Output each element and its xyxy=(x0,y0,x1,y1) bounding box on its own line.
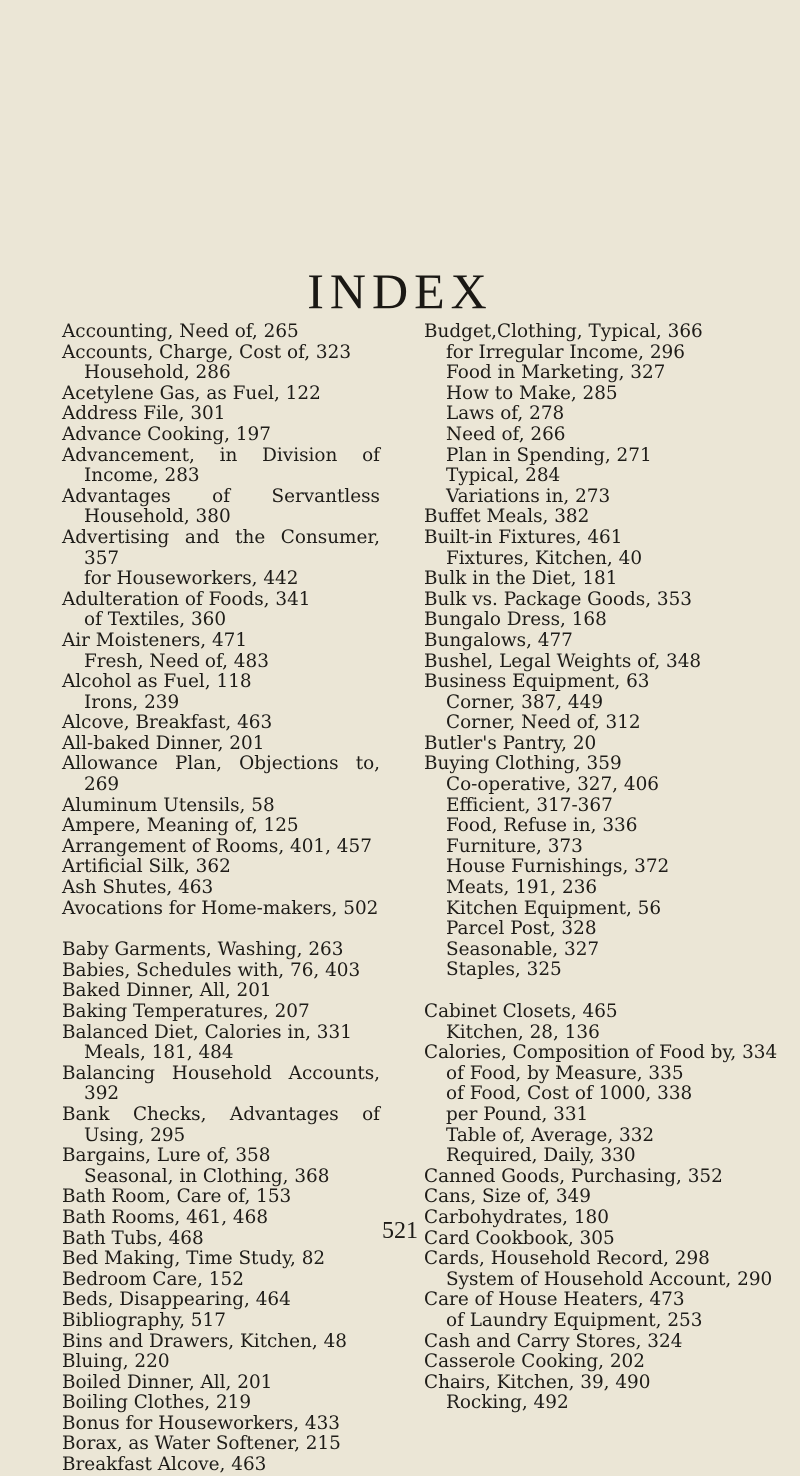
index-entry: Bath Rooms, 461, 468 xyxy=(62,1206,269,1228)
index-entry: Allowance Plan, Objections to, 269 xyxy=(62,753,380,796)
index-subentry: Staples, 325 xyxy=(446,959,562,981)
page-title: INDEX xyxy=(307,263,493,319)
index-entry: Advantages of Servantless Household, 380 xyxy=(62,485,380,528)
index-entry: Breakfast Alcove, 463 xyxy=(62,1454,267,1476)
index-subentry: Parcel Post, 328 xyxy=(446,918,597,940)
index-entry: Advancement, in Division of Income, 283 xyxy=(62,444,380,487)
index-entry: Boiling Clothes, 219 xyxy=(62,1392,252,1414)
index-entry: Boiled Dinner, All, 201 xyxy=(62,1371,273,1393)
index-subentry: Corner, 387, 449 xyxy=(446,691,604,713)
index-entry: Bargains, Lure of, 358 xyxy=(62,1145,271,1167)
index-entry: Baking Temperatures, 207 xyxy=(62,1001,310,1022)
index-entry: Chairs, Kitchen, 39, 490 xyxy=(424,1371,651,1393)
index-entry: Cash and Carry Stores, 324 xyxy=(424,1330,683,1352)
index-entry: Built-in Fixtures, 461 xyxy=(424,526,623,548)
index-subentry: Food in Marketing, 327 xyxy=(446,362,666,384)
index-entry: Bungalows, 477 xyxy=(424,629,573,651)
index-entry: Canned Goods, Purchasing, 352 xyxy=(424,1165,723,1187)
index-entry: Balancing Household Accounts, 392 xyxy=(62,1062,380,1105)
index-entry: Ampere, Meaning of, 125 xyxy=(62,815,299,837)
index-entry: Bath Room, Care of, 153 xyxy=(62,1186,292,1208)
index-entry: Calories, Composition of Food by, 334 xyxy=(424,1042,778,1064)
index-entry: Cans, Size of, 349 xyxy=(424,1186,591,1208)
index-subentry: Required, Daily, 330 xyxy=(446,1145,636,1167)
index-column-right xyxy=(424,322,780,1414)
index-entry: Advance Cooking, 197 xyxy=(62,423,271,445)
index-entry: Address File, 301 xyxy=(62,403,226,425)
index-entry: Artificial Silk, 362 xyxy=(62,856,231,878)
index-entry: Alcohol as Fuel, 118 xyxy=(62,671,252,693)
index-subentry: Meats, 191, 236 xyxy=(446,877,598,899)
index-entry: Air Moisteners, 471 xyxy=(62,629,248,651)
index-subentry: House Furnishings, 372 xyxy=(446,856,670,878)
index-subentry: of Food, by Measure, 335 xyxy=(446,1062,684,1084)
section-gap xyxy=(424,981,780,1002)
index-subentry: Typical, 284 xyxy=(446,465,561,487)
index-subentry: Need of, 266 xyxy=(446,423,566,445)
index-entry: Bins and Drawers, Kitchen, 48 xyxy=(62,1330,347,1352)
index-entry: Ash Shutes, 463 xyxy=(62,877,214,899)
index-entry: Butler's Pantry, 20 xyxy=(424,732,597,754)
index-subentry: Fresh, Need of, 483 xyxy=(84,650,269,672)
index-subentry: Variations in, 273 xyxy=(446,485,611,507)
index-subentry: for Irregular Income, 296 xyxy=(446,341,685,363)
index-entry: Accounts, Charge, Cost of, 323 xyxy=(62,341,352,363)
index-entry: Alcove, Breakfast, 463 xyxy=(62,712,273,734)
index-entry: Baked Dinner, All, 201 xyxy=(62,980,272,1002)
index-entry: Business Equipment, 63 xyxy=(424,671,650,693)
index-entry: Cards, Household Record, 298 xyxy=(424,1248,710,1270)
index-subentry: Seasonable, 327 xyxy=(446,938,600,960)
index-subentry: Food, Refuse in, 336 xyxy=(446,815,638,837)
index-subentry: System of Household Account, 290 xyxy=(446,1268,773,1290)
section-gap xyxy=(62,919,380,940)
index-subentry: Plan in Spending, 271 xyxy=(446,444,652,466)
index-subentry: Furniture, 373 xyxy=(446,835,583,857)
index-subentry: Irons, 239 xyxy=(84,691,180,713)
page-number: 521 xyxy=(382,1218,418,1244)
index-entry: Bedroom Care, 152 xyxy=(62,1268,244,1290)
index-subentry: of Laundry Equipment, 253 xyxy=(446,1309,703,1331)
index-subentry: Corner, Need of, 312 xyxy=(446,712,641,734)
index-subentry: Table of, Average, 332 xyxy=(446,1124,655,1146)
index-subentry: How to Make, 285 xyxy=(446,382,618,404)
index-subentry: Efficient, 317-367 xyxy=(446,794,613,816)
index-entry: Bibliography, 517 xyxy=(62,1309,226,1331)
index-subentry: Laws of, 278 xyxy=(446,403,565,425)
index-entry: Bushel, Legal Weights of, 348 xyxy=(424,650,702,672)
index-entry: Casserole Cooking, 202 xyxy=(424,1351,645,1373)
index-subentry: Seasonal, in Clothing, 368 xyxy=(84,1165,330,1187)
index-entry: Avocations for Home-makers, 502 xyxy=(62,897,379,919)
index-entry: Acetylene Gas, as Fuel, 122 xyxy=(62,382,321,404)
index-entry: Accounting, Need of, 265 xyxy=(62,321,299,342)
index-entry: Balanced Diet, Calories in, 331 xyxy=(62,1021,352,1043)
index-entry: Bed Making, Time Study, 82 xyxy=(62,1248,326,1270)
index-subentry: of Textiles, 360 xyxy=(84,609,227,631)
index-entry: Buying Clothing, 359 xyxy=(424,753,622,775)
index-entry: Bath Tubs, 468 xyxy=(62,1227,204,1249)
index-subentry: of Food, Cost of 1000, 338 xyxy=(446,1083,693,1105)
index-entry: Buffet Meals, 382 xyxy=(424,506,590,528)
index-entry: Babies, Schedules with, 76, 403 xyxy=(62,959,361,981)
index-entry: Bonus for Houseworkers, 433 xyxy=(62,1412,341,1434)
index-entry: Bulk in the Diet, 181 xyxy=(424,568,618,590)
index-entry: All-baked Dinner, 201 xyxy=(62,732,265,754)
index-entry: Baby Garments, Washing, 263 xyxy=(62,939,344,961)
index-entry: Budget,Clothing, Typical, 366 xyxy=(424,321,703,342)
index-subentry: Co-operative, 327, 406 xyxy=(446,774,659,796)
index-entry: Care of House Heaters, 473 xyxy=(424,1289,685,1311)
index-subentry: Fixtures, Kitchen, 40 xyxy=(446,547,643,569)
index-entry: Bank Checks, Advantages of Using, 295 xyxy=(62,1103,380,1146)
index-subentry: Rocking, 492 xyxy=(446,1392,569,1414)
index-entry: Cabinet Closets, 465 xyxy=(424,1001,618,1022)
index-subentry: Kitchen Equipment, 56 xyxy=(446,897,662,919)
index-subentry: per Pound, 331 xyxy=(446,1103,589,1125)
index-entry: Advertising and the Consumer, 357 xyxy=(62,526,380,569)
index-entry: Aluminum Utensils, 58 xyxy=(62,794,275,816)
index-entry: Bungalo Dress, 168 xyxy=(424,609,607,631)
index-subentry: Household, 286 xyxy=(84,362,231,384)
index-subentry: for Houseworkers, 442 xyxy=(84,568,299,590)
index-entry: Carbohydrates, 180 xyxy=(424,1206,609,1228)
index-entry: Arrangement of Rooms, 401, 457 xyxy=(62,835,372,857)
index-column-left xyxy=(62,322,380,1476)
index-entry: Beds, Disappearing, 464 xyxy=(62,1289,291,1311)
index-entry: Bluing, 220 xyxy=(62,1351,170,1373)
index-entry: Borax, as Water Softener, 215 xyxy=(62,1433,341,1455)
index-entry: Bulk vs. Package Goods, 353 xyxy=(424,588,693,610)
index-subentry: Kitchen, 28, 136 xyxy=(446,1021,600,1043)
index-entry: Adulteration of Foods, 341 xyxy=(62,588,311,610)
index-subentry: Meals, 181, 484 xyxy=(84,1042,234,1064)
index-entry: Card Cookbook, 305 xyxy=(424,1227,615,1249)
